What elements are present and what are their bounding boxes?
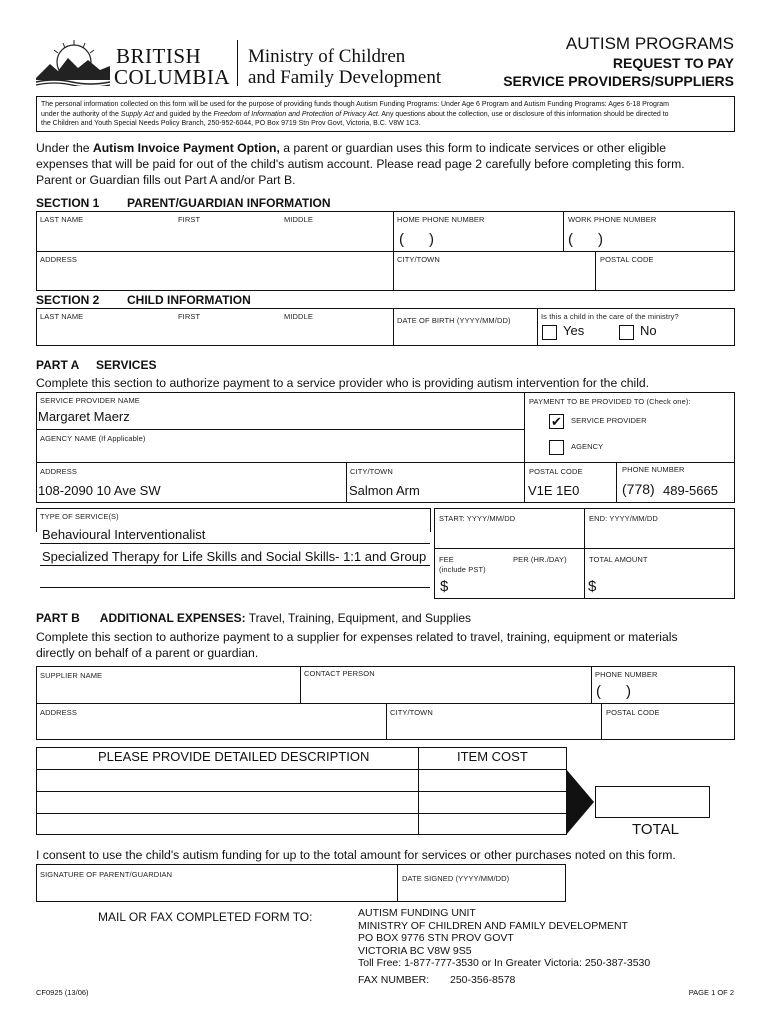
work-phone-field[interactable]: ( ) [568,231,603,248]
divider [616,462,617,503]
form-id: CF0925 (13/06) [36,988,89,997]
provider-name-field[interactable]: Margaret Maerz [38,409,130,424]
divider [36,251,735,252]
work-phone-label: WORK PHONE NUMBER [568,215,657,224]
divider [40,543,430,544]
parent-first-name-label: FIRST [178,215,201,224]
mail-line5: Toll Free: 1-877-777-3530 or In Greater Victoria: 250-387-3530 [358,957,651,969]
arrow-right-icon [566,769,594,835]
parent-postal-field[interactable] [596,264,734,290]
child-name-field[interactable] [37,321,392,345]
partA-description: Complete this section to authorize payment to a service provider who is providing autism intervention for the child. [36,376,650,390]
in-care-yes-checkbox[interactable] [542,325,557,340]
fee-sublabel: (include PST) [439,565,486,574]
total-label: TOTAL [632,821,679,838]
provider-address-field[interactable]: 108-2090 10 Ave SW [38,483,161,498]
mail-fax-label: MAIL OR FAX COMPLETED FORM TO: [98,910,313,924]
expense-row-1[interactable] [37,770,417,790]
partB-heading [36,611,471,625]
ministry-name-line2: and Family Development [248,67,442,88]
date-signed-field[interactable] [398,884,565,901]
section1-title: PARENT/GUARDIAN INFORMATION [127,196,331,210]
divider [591,666,592,703]
header-divider [237,40,238,86]
child-last-name-label: LAST NAME [40,312,84,321]
provider-name-label: SERVICE PROVIDER NAME [40,396,140,405]
divider [40,565,430,566]
parent-last-name-label: LAST NAME [40,215,84,224]
section2-number: SECTION 2 [36,293,100,307]
partB-label: PART B [36,611,80,625]
parent-address-label: ADDRESS [40,255,77,264]
consent-text: I consent to use the child's autism funding for up to the total amount for services or other purchases noted on this form. [36,848,676,862]
divider [36,429,524,430]
supplier-phone-label: PHONE NUMBER [595,670,658,679]
provider-postal-label: POSTAL CODE [529,467,583,476]
mail-line4: VICTORIA BC V8W 9S5 [358,944,472,957]
supplier-phone-field[interactable]: ( ) [596,683,631,700]
divider [584,508,585,599]
in-care-question: Is this a child in the care of the ministry? [541,312,679,321]
fax-number: 250-356-8578 [450,974,516,986]
intro-paragraph: Under the Autism Invoice Payment Option, a parent or guardian uses this form to indicate services or other eligible expenses that will be paid for out of the child's autism account. Please read page 2 carefully before completing this form. Parent or Guardian fills out Part A and/or Part B. [36,141,685,187]
payment-to-label: PAYMENT TO BE PROVIDED TO (Check one): [529,397,691,406]
ministry-name-line1: Ministry of Children [248,46,406,67]
privacy-line3: the Children and Youth Special Needs Policy Branch, 250-952-6044, PO Box 9719 Stn Prov Govt, Victoria, B.C. V8W 1C3. [41,120,421,127]
start-date-label: START: YYYY/MM/DD [439,514,516,523]
in-care-no-label: No [640,323,657,338]
provider-phone-field[interactable]: 489-5665 [663,483,718,498]
fee-label: FEE [439,555,454,564]
in-care-no-checkbox[interactable] [619,325,634,340]
expense-row-2[interactable] [37,792,417,812]
divider [563,211,564,251]
payment-agency-checkbox[interactable] [549,440,564,455]
supplier-address-field[interactable] [37,717,385,739]
mailing-address [358,907,650,970]
bc-logo-icon [34,38,112,86]
contact-person-label: CONTACT PERSON [304,669,375,678]
item-cost-column-header: ITEM COST [457,749,528,764]
divider [40,587,430,588]
bc-wordmark-line1: BRITISH [116,44,202,68]
parent-postal-label: POSTAL CODE [600,255,654,264]
child-first-name-label: FIRST [178,312,201,321]
provider-city-label: CITY/TOWN [350,467,393,476]
partA-title: SERVICES [96,358,157,372]
signature-label: SIGNATURE OF PARENT/GUARDIAN [40,870,173,879]
payment-service-provider-label: SERVICE PROVIDER [571,416,647,425]
form-title-line1: REQUEST TO PAY [612,55,734,71]
fax-label: FAX NUMBER: [358,974,430,986]
total-amount-label: TOTAL AMOUNT [589,555,648,564]
program-title: AUTISM PROGRAMS [565,34,734,53]
partB-description: Complete this section to authorize payment to a supplier for expenses related to travel, training, equipment or materials directly on behalf of a parent or guardian. [36,630,678,660]
parent-city-field[interactable] [394,264,594,290]
supplier-address-label: ADDRESS [40,708,77,717]
provider-postal-field[interactable]: V1E 1E0 [528,483,580,498]
home-phone-label: HOME PHONE NUMBER [397,215,485,224]
partA-label: PART A [36,358,80,372]
child-middle-name-label: MIDDLE [284,312,313,321]
home-phone-field[interactable]: ( ) [399,231,434,248]
dob-field[interactable] [394,326,536,345]
provider-address-label: ADDRESS [40,467,77,476]
partB-title: ADDITIONAL EXPENSES: [99,611,246,625]
section2-title: CHILD INFORMATION [127,293,251,307]
page-number: PAGE 1 OF 2 [688,988,734,997]
total-box[interactable] [595,786,710,818]
date-signed-label: DATE SIGNED (YYYY/MM/DD) [402,874,510,883]
agency-name-field[interactable] [37,443,523,461]
signature-field[interactable] [37,880,396,901]
mail-line3: PO BOX 9776 STN PROV GOVT [358,932,514,944]
privacy-line1: The personal information collected on this form will be used for the purpose of providing funds though Autism Funding Programs: Under Age 6 Program and Autism Funding Programs: Ages 6-18 Program [41,101,670,108]
expense-row-3[interactable] [37,814,417,834]
parent-name-field[interactable] [37,224,392,250]
provider-phone-area[interactable]: (778) [622,481,655,497]
agency-name-label: AGENCY NAME (If Applicable) [40,434,146,443]
payment-agency-label: AGENCY [571,442,604,451]
privacy-line2: under the authority of the Supply Act and guided by the Freedom of Information and Protection of Privacy Act. Any questions about the collection, use or disclosure of this information should be directed to [41,110,669,118]
provider-phone-label: PHONE NUMBER [622,465,685,474]
divider [524,392,525,503]
parent-city-label: CITY/TOWN [397,255,440,264]
dob-label: DATE OF BIRTH (YYYY/MM/DD) [397,316,511,325]
parent-middle-name-label: MIDDLE [284,215,313,224]
supplier-postal-label: POSTAL CODE [606,708,660,717]
supplier-postal-field[interactable] [602,717,734,739]
mail-line1: AUTISM FUNDING UNIT [358,907,476,919]
supplier-city-label: CITY/TOWN [390,708,433,717]
divider [36,462,735,463]
service-type-label: TYPE OF SERVICE(S) [40,512,119,521]
provider-city-field[interactable]: Salmon Arm [349,483,420,498]
service-type-line1[interactable]: Behavioural Interventionalist [42,527,206,542]
per-label: PER (HR./DAY) [513,555,567,564]
parent-address-field[interactable] [37,264,392,290]
in-care-yes-label: Yes [563,323,585,338]
supplier-name-label: SUPPLIER NAME [40,671,103,680]
mail-line2: MINISTRY OF CHILDREN AND FAMILY DEVELOPMENT [358,919,628,932]
form-title-line2: SERVICE PROVIDERS/SUPPLIERS [503,73,734,89]
service-type-line2[interactable]: Specialized Therapy for Life Skills and Social Skills- 1:1 and Group [42,549,427,564]
divider [346,462,347,503]
section1-number: SECTION 1 [36,196,100,210]
supplier-name-field[interactable] [37,680,299,702]
end-date-label: END: YYYY/MM/DD [589,514,658,523]
description-column-header: PLEASE PROVIDE DETAILED DESCRIPTION [98,749,370,764]
fee-dollar-field[interactable]: $ [440,578,449,595]
total-dollar-field[interactable]: $ [588,578,597,595]
privacy-notice [36,96,735,132]
payment-service-provider-checkbox[interactable]: ✔ [549,414,564,429]
contact-person-field[interactable] [301,680,590,702]
divider [537,308,538,346]
partB-title-rest: Travel, Training, Equipment, and Supplies [245,611,472,625]
supplier-city-field[interactable] [387,717,600,739]
bc-wordmark-line2: COLUMBIA [114,65,231,89]
